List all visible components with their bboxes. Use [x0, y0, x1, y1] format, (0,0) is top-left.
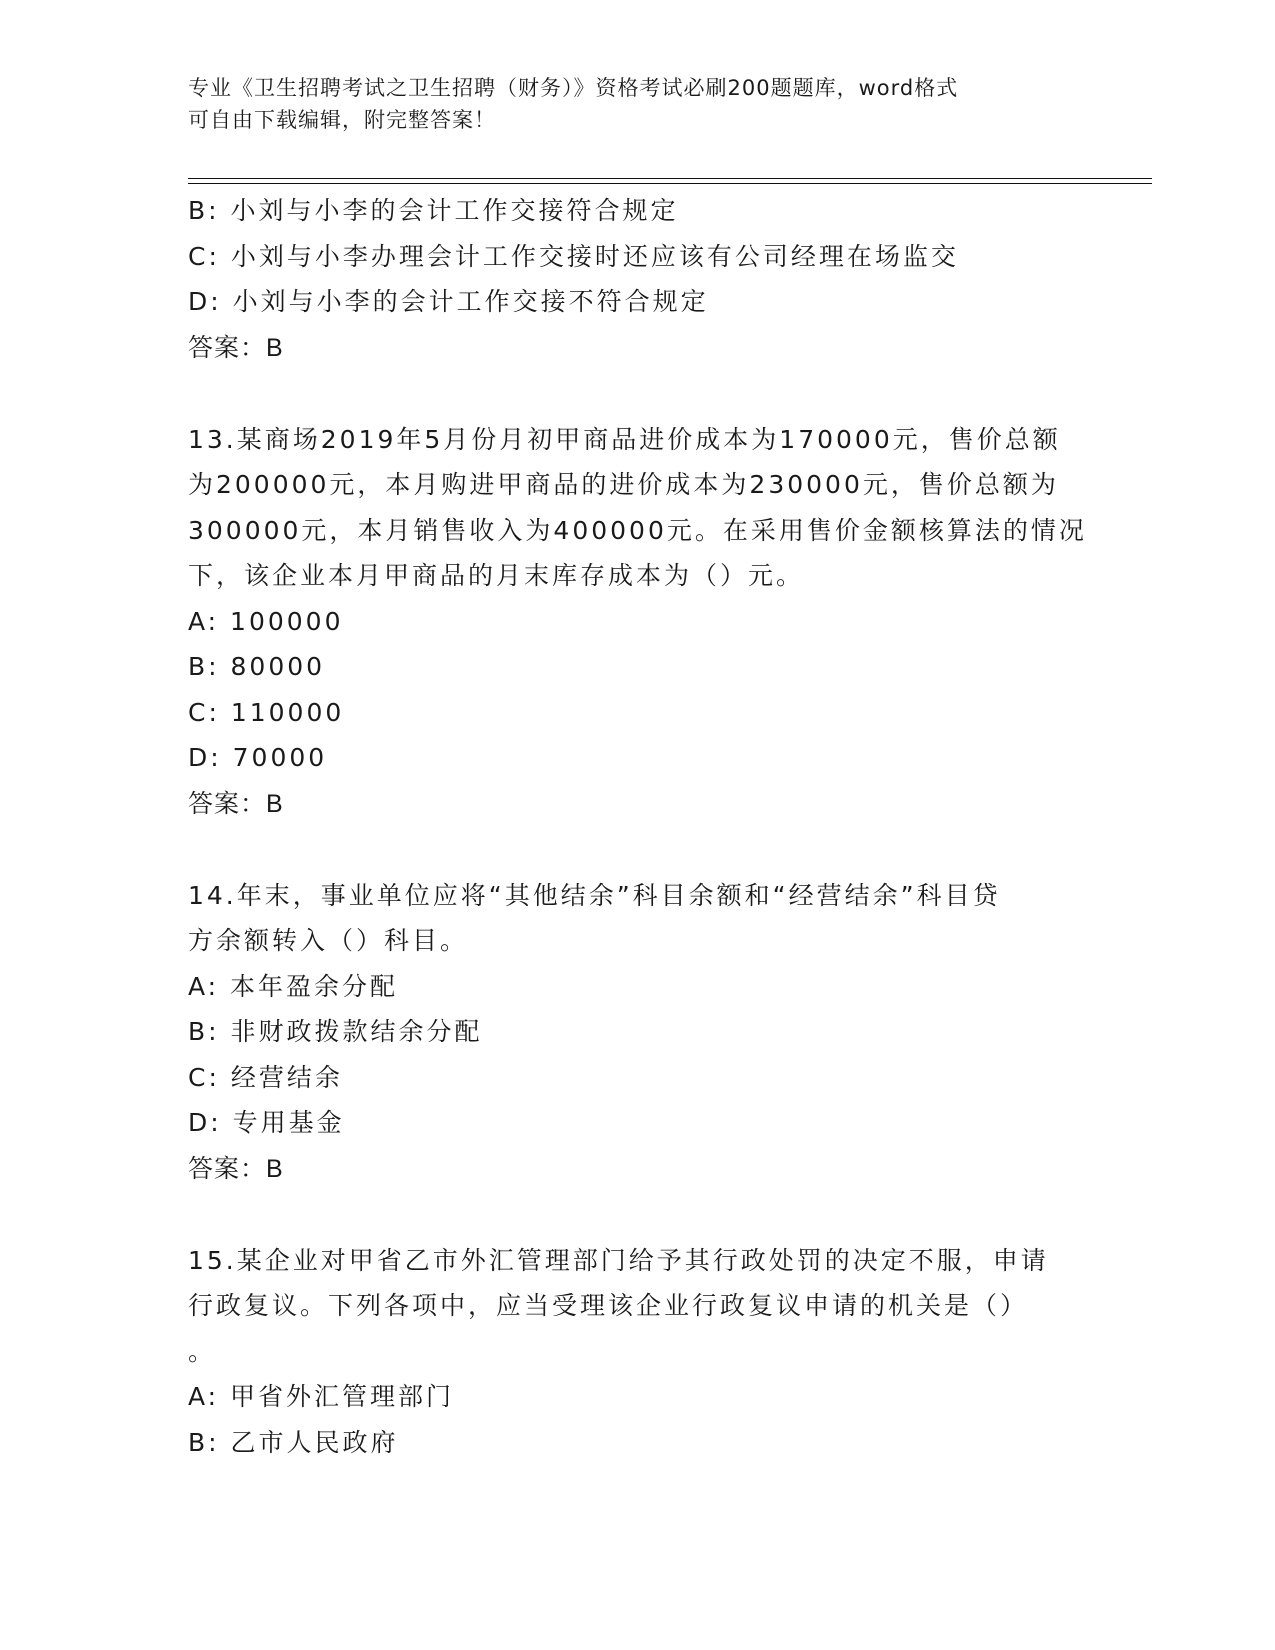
option-label: D:	[188, 1108, 222, 1137]
document-body	[188, 188, 1088, 1465]
option-label: B:	[188, 652, 220, 681]
spacer	[188, 371, 1088, 417]
option-text: 70000	[232, 743, 328, 772]
option-a	[188, 964, 1088, 1010]
option-d	[188, 735, 1088, 781]
option-text: 小刘与小李的会计工作交接不符合规定	[232, 287, 709, 316]
header-divider-bottom	[188, 183, 1152, 184]
question-14	[188, 873, 1088, 1193]
answer-label: 答案：	[188, 1153, 267, 1183]
question-line: 。	[188, 1336, 217, 1366]
option-text: 小刘与小李办理会计工作交接时还应该有公司经理在场监交	[230, 241, 959, 271]
option-label: B:	[188, 196, 220, 225]
option-d	[188, 1100, 1088, 1146]
answer-line	[188, 325, 1088, 372]
option-d	[188, 279, 1088, 325]
question-12-continued	[188, 188, 1088, 371]
option-text: 非财政拨款结余分配	[230, 1017, 483, 1046]
option-text: 本年盈余分配	[230, 971, 399, 1001]
question-line: 方余额转入（）科目。	[188, 926, 469, 955]
option-c	[188, 234, 1088, 280]
option-text: 80000	[230, 652, 326, 681]
option-b	[188, 1420, 1088, 1466]
option-label: A:	[188, 1382, 220, 1411]
question-text	[188, 417, 1088, 599]
option-label: A:	[188, 606, 220, 636]
option-text: 110000	[230, 697, 345, 727]
option-text: 乙市人民政府	[230, 1427, 399, 1457]
option-text: 小刘与小李的会计工作交接符合规定	[230, 196, 679, 225]
question-13	[188, 417, 1088, 828]
answer-line	[188, 781, 1088, 828]
option-label: C:	[188, 1062, 220, 1092]
option-text: 经营结余	[230, 1062, 343, 1092]
question-15	[188, 1238, 1088, 1466]
spacer	[188, 827, 1088, 873]
option-label: D:	[188, 287, 222, 316]
answer-label: 答案：	[188, 332, 267, 362]
question-line: 行政复议。下列各项中，应当受理该企业行政复议申请的机关是（）	[188, 1291, 1029, 1320]
answer-line	[188, 1146, 1088, 1193]
question-line: 14.年末，事业单位应将“其他结余”科目余额和“经营结余”科目贷	[188, 880, 1001, 910]
answer-value: B	[266, 333, 283, 362]
answer-value: B	[266, 789, 283, 818]
question-text	[188, 873, 1088, 964]
option-c	[188, 690, 1088, 736]
question-line: 为200000元，本月购进甲商品的进价成本为230000元，售价总额为	[188, 470, 1059, 499]
option-label: B:	[188, 1427, 220, 1457]
option-text: 专用基金	[232, 1108, 345, 1137]
option-text: 100000	[230, 606, 344, 636]
option-c	[188, 1055, 1088, 1101]
question-line: 下，该企业本月甲商品的月末库存成本为（）元。	[188, 561, 805, 590]
option-label: B:	[188, 1017, 220, 1046]
spacer	[188, 1192, 1088, 1238]
header-line-2: 可自由下载编辑，附完整答案！	[188, 108, 496, 132]
option-b	[188, 1009, 1088, 1055]
option-label: C:	[188, 241, 220, 271]
document-header	[188, 72, 1068, 136]
option-text: 甲省外汇管理部门	[230, 1382, 455, 1411]
header-divider-top	[188, 178, 1152, 179]
header-line-1: 专业《卫生招聘考试之卫生招聘（财务）》资格考试必刷200题题库，word格式	[188, 76, 959, 100]
option-label: A:	[188, 971, 220, 1001]
question-line: 300000元，本月销售收入为400000元。在采用售价金额核算法的情况	[188, 515, 1087, 545]
option-a	[188, 599, 1088, 645]
option-label: D:	[188, 743, 222, 772]
question-line: 13.某商场2019年5月份月初甲商品进价成本为170000元，售价总额	[188, 424, 1061, 454]
question-text	[188, 1238, 1088, 1375]
answer-label: 答案：	[188, 788, 267, 818]
option-b	[188, 188, 1088, 234]
question-line: 15.某企业对甲省乙市外汇管理部门给予其行政处罚的决定不服，申请	[188, 1245, 1049, 1275]
option-b	[188, 644, 1088, 690]
answer-value: B	[266, 1154, 283, 1183]
option-label: C:	[188, 697, 220, 727]
option-a	[188, 1374, 1088, 1420]
